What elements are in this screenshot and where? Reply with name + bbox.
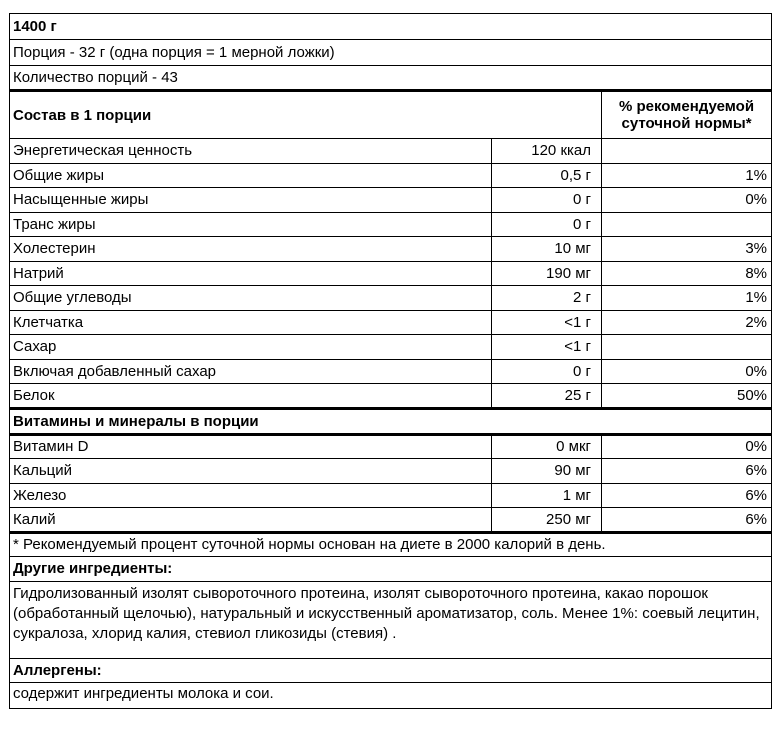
nutrient-row (10, 163, 772, 188)
vitamin-daily-value: 6% (602, 459, 772, 484)
nutrient-row (10, 359, 772, 384)
nutrient-name: Клетчатка (10, 310, 492, 335)
vitamin-name: Калий (10, 508, 492, 533)
nutrient-daily-value: 2% (602, 310, 772, 335)
nutrient-name: Энергетическая ценность (10, 139, 492, 164)
vitamin-row (10, 483, 772, 508)
nutrient-name: Насыщенные жиры (10, 188, 492, 213)
footnote-row (10, 532, 772, 556)
nutrient-daily-value (602, 212, 772, 237)
ingredients-text: Гидролизованный изолят сывороточного протеина, изолят сывороточного протеина, какао порошок (обработанный щелочью), натуральный и искусственный ароматизатор, соль. Менее 1%: соевый лецитин, сукралоза, хлорид калия, стевиол гликозиды (стевия) . (10, 581, 772, 658)
nutrient-amount: 25 г (492, 384, 602, 409)
nutrient-name: Общие углеводы (10, 286, 492, 311)
allergens-text: содержит ингредиенты молока и сои. (10, 682, 772, 708)
vitamin-row (10, 508, 772, 533)
nutrient-daily-value: 3% (602, 237, 772, 262)
vitamin-name: Кальций (10, 459, 492, 484)
nutrient-daily-value: 8% (602, 261, 772, 286)
serving-row (10, 40, 772, 66)
vitamins-title: Витамины и минералы в порции (10, 408, 772, 434)
allergens-title: Аллергены: (10, 658, 772, 682)
nutrient-daily-value: 0% (602, 188, 772, 213)
package-weight: 1400 г (10, 14, 772, 40)
composition-title: Состав в 1 порции (10, 91, 602, 139)
nutrient-amount: 2 г (492, 286, 602, 311)
nutrient-amount: 10 мг (492, 237, 602, 262)
vitamin-name: Железо (10, 483, 492, 508)
daily-value-header: % рекомендуемой суточной нормы* (602, 91, 772, 139)
vitamin-daily-value: 6% (602, 483, 772, 508)
composition-header-row (10, 91, 772, 139)
nutrient-name: Сахар (10, 335, 492, 360)
nutrient-daily-value: 1% (602, 286, 772, 311)
nutrient-name: Белок (10, 384, 492, 409)
nutrient-amount: 0 г (492, 188, 602, 213)
nutrient-name: Натрий (10, 261, 492, 286)
servings-count-row (10, 66, 772, 91)
ingredients-title: Другие ингредиенты: (10, 556, 772, 581)
ingredients-header-row (10, 556, 772, 581)
nutrient-name: Включая добавленный сахар (10, 359, 492, 384)
nutrient-row (10, 261, 772, 286)
allergens-text-row (10, 682, 772, 708)
nutrient-row (10, 212, 772, 237)
vitamin-daily-value: 6% (602, 508, 772, 533)
vitamin-amount: 0 мкг (492, 434, 602, 459)
nutrient-daily-value (602, 139, 772, 164)
nutrient-row (10, 286, 772, 311)
nutrient-amount: 0 г (492, 212, 602, 237)
nutrient-amount: <1 г (492, 335, 602, 360)
vitamin-name: Витамин D (10, 434, 492, 459)
nutrient-daily-value: 0% (602, 359, 772, 384)
vitamin-amount: 90 мг (492, 459, 602, 484)
nutrition-table (9, 13, 772, 709)
composition-rows (10, 139, 772, 409)
allergens-header-row (10, 658, 772, 682)
vitamin-daily-value: 0% (602, 434, 772, 459)
nutrient-amount: <1 г (492, 310, 602, 335)
nutrient-daily-value (602, 335, 772, 360)
nutrient-row (10, 139, 772, 164)
nutrient-amount: 120 ккал (492, 139, 602, 164)
nutrient-row (10, 310, 772, 335)
footnote: * Рекомендуемый процент суточной нормы основан на диете в 2000 калорий в день. (10, 532, 772, 556)
vitamins-header-row (10, 408, 772, 434)
weight-row (10, 14, 772, 40)
vitamin-row (10, 459, 772, 484)
nutrient-amount: 190 мг (492, 261, 602, 286)
servings-count: Количество порций - 43 (10, 66, 772, 91)
nutrient-row (10, 384, 772, 409)
vitamin-row (10, 434, 772, 459)
ingredients-text-row (10, 581, 772, 658)
nutrient-row (10, 188, 772, 213)
nutrient-daily-value: 50% (602, 384, 772, 409)
nutrient-amount: 0 г (492, 359, 602, 384)
vitamin-amount: 1 мг (492, 483, 602, 508)
nutrient-name: Холестерин (10, 237, 492, 262)
serving-size: Порция - 32 г (одна порция = 1 мерной ложки) (10, 40, 772, 66)
nutrient-name: Транс жиры (10, 212, 492, 237)
nutrient-row (10, 335, 772, 360)
nutrient-amount: 0,5 г (492, 163, 602, 188)
vitamin-amount: 250 мг (492, 508, 602, 533)
nutrient-daily-value: 1% (602, 163, 772, 188)
nutrient-name: Общие жиры (10, 163, 492, 188)
vitamins-rows (10, 434, 772, 532)
nutrient-row (10, 237, 772, 262)
